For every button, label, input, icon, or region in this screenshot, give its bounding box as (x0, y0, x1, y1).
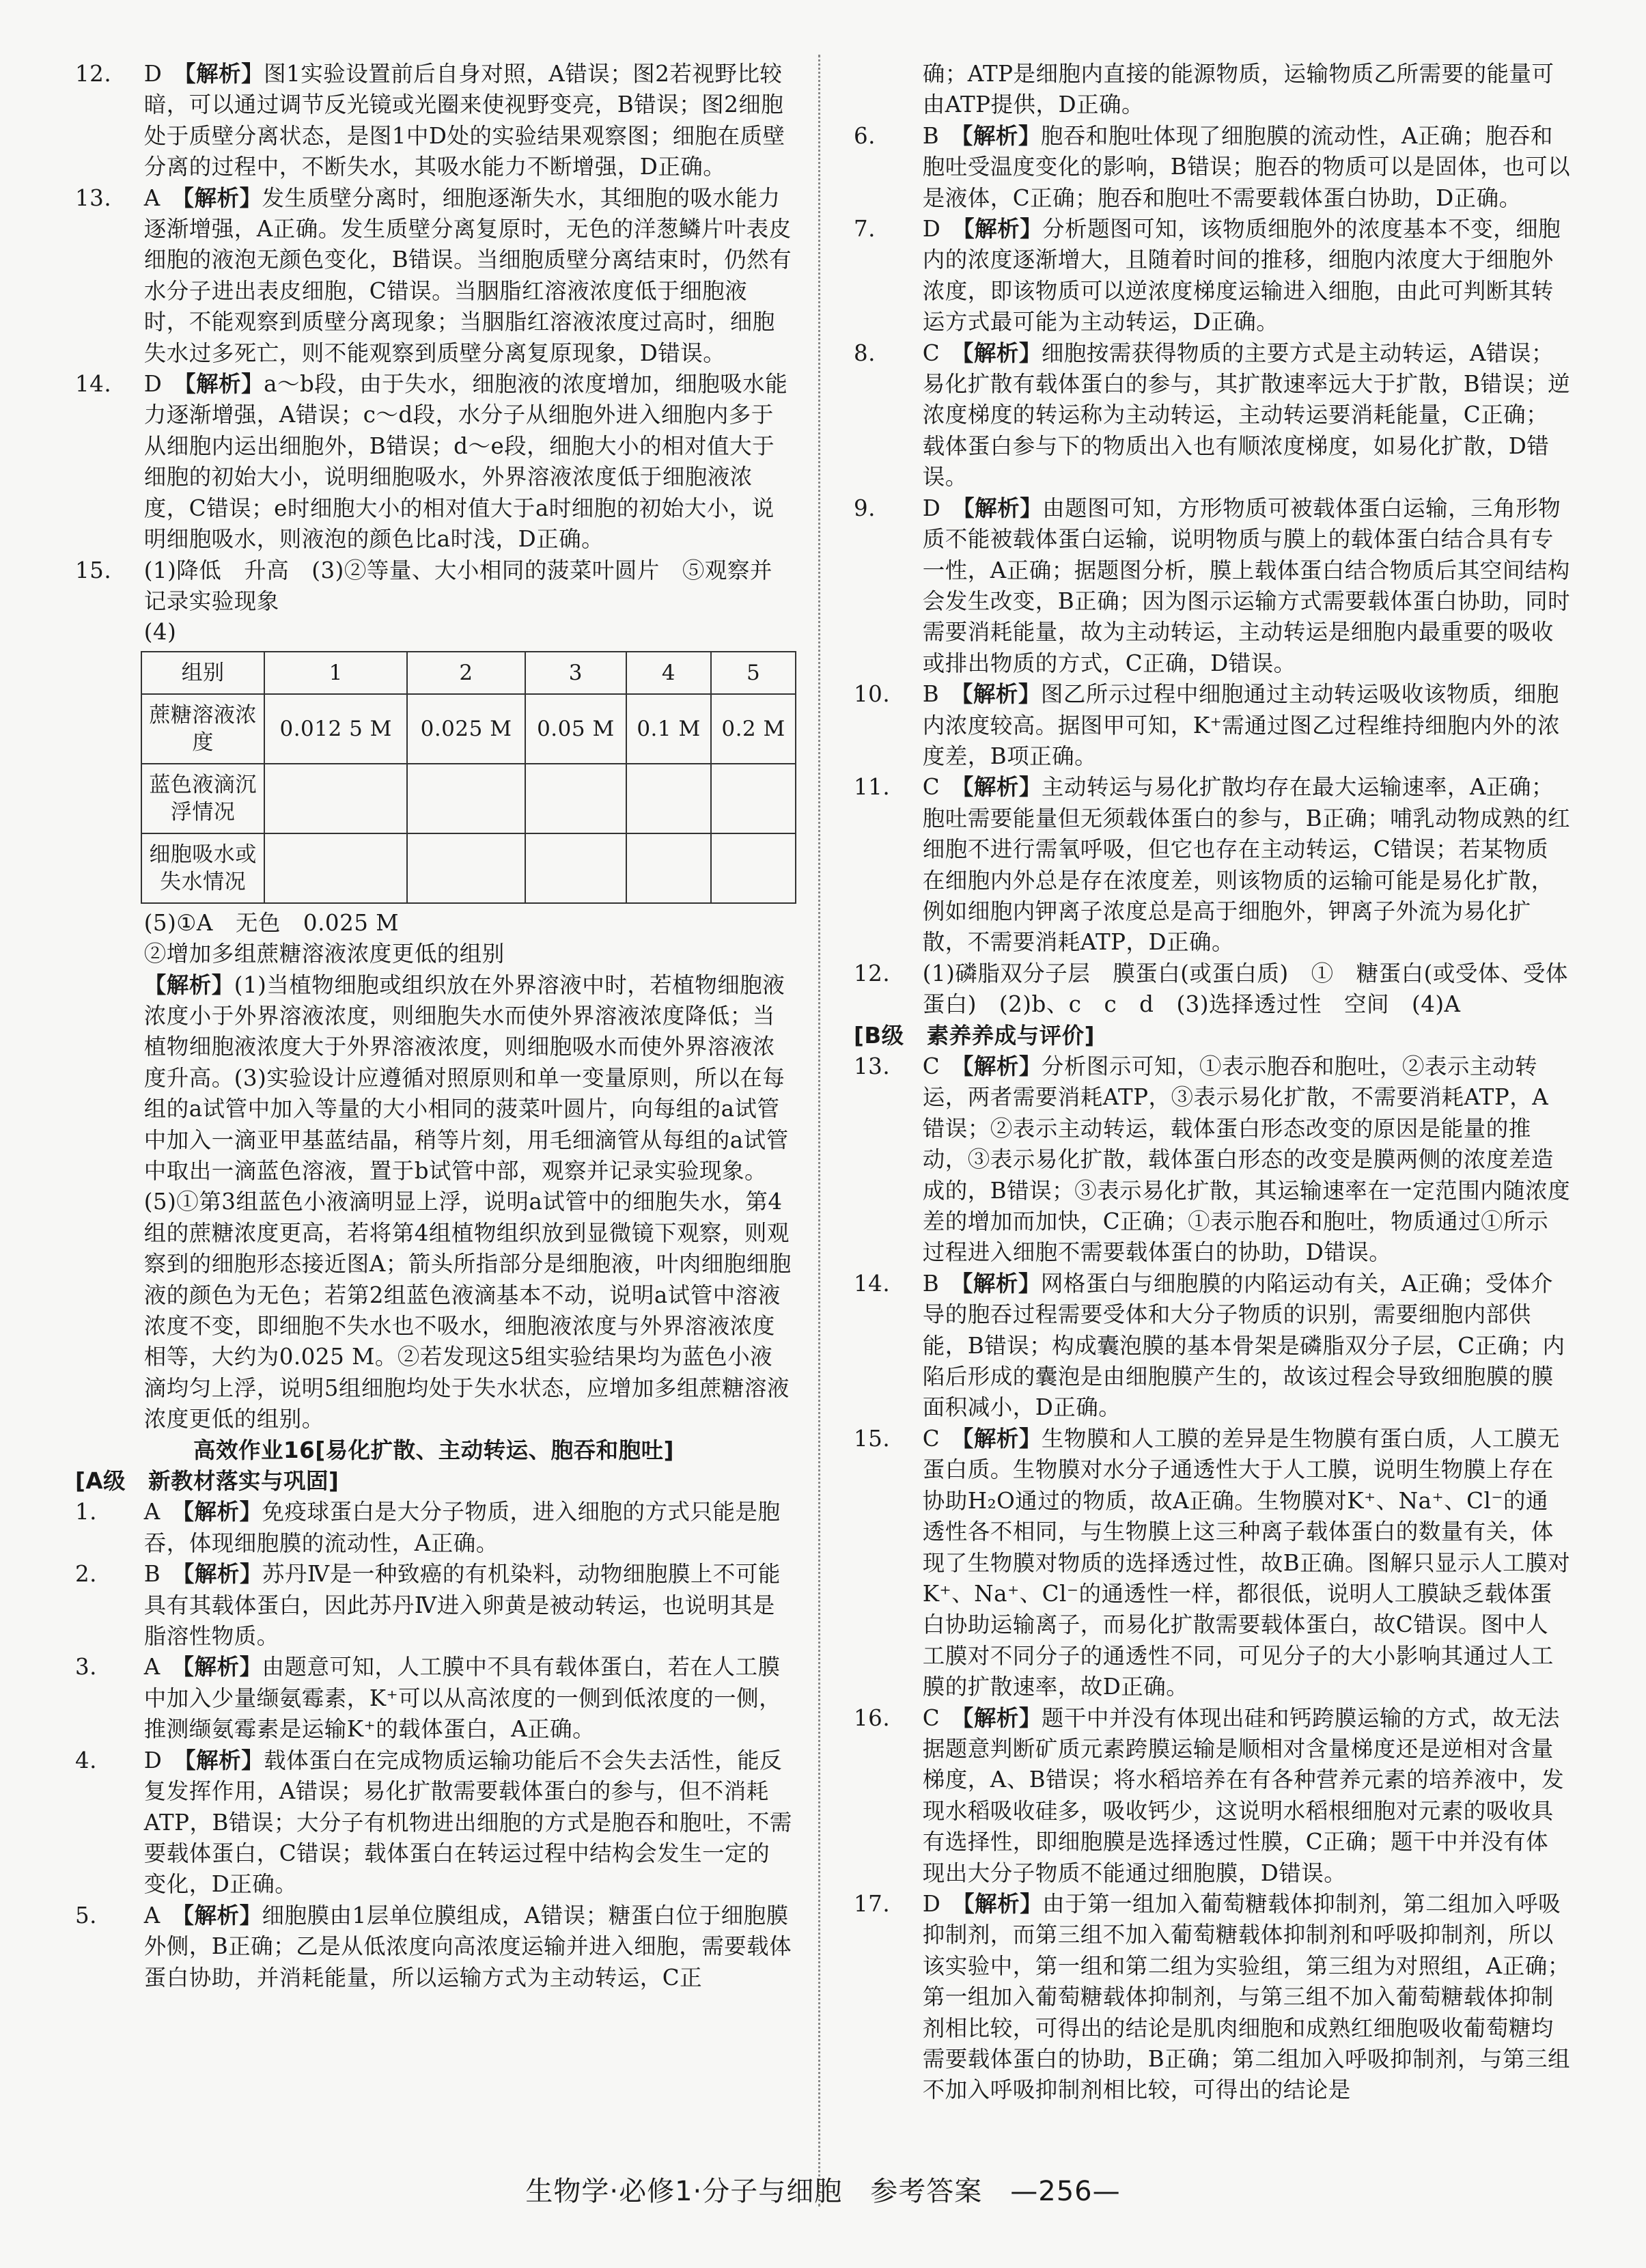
analysis-tag: 【解析】 (182, 1902, 262, 1928)
table-cell: 1 (264, 652, 407, 694)
analysis-text: 生物膜和人工膜的差异是生物膜有蛋白质，人工膜无蛋白质。生物膜对水分子通透性大于人工膜，说明生物膜上存在协助H₂O通过的物质，故A正确。生物膜对K⁺、Na⁺、Cl⁻的通透性各不相同，与生物膜上这三种离子载体蛋白的数量有关，体现了生物膜对物质的选择透过性，故B正确。图解只显示人工膜对K⁺、Na⁺、Cl⁻的通透性一样，都很低，说明人工膜缺乏载体蛋白协助运输离子，而易化扩散需要载体蛋白，故C错误。图中人工膜对不同分子的通透性不同，可见分子的大小影响其通过人工膜的扩散速率，故D正确。 (922, 1425, 1571, 1700)
entry-number: 14. (75, 371, 112, 398)
assignment-heading: 高效作业16[易化扩散、主动转运、胞吞和胞吐] (193, 1437, 674, 1463)
table-cell: 0.05 M (525, 694, 626, 764)
answer-a1 (75, 1497, 792, 1559)
analysis-tag: 【解析】 (184, 61, 264, 87)
entry-number: 17. (854, 1890, 891, 1917)
answer-13 (75, 183, 792, 369)
answer-12-right (854, 958, 1571, 1021)
analysis-tag: 【解析】 (183, 1561, 262, 1588)
answer-15-part5b: ②增加多组蔗糖溶液浓度更低的组别 (143, 941, 505, 967)
analysis-text: 网格蛋白与细胞膜的内陷运动有关，A正确；受体介导的胞吞过程需要受体和大分子物质的识别，需要细胞内部供能，B错误；构成囊泡膜的基本骨架是磷脂双分子层，C正确；内陷后形成的囊泡是由细胞膜产生的，故该过程会导致细胞膜的膜面积减小，D正确。 (922, 1270, 1565, 1421)
entry-number: 1. (75, 1499, 98, 1525)
answer-a5 (75, 1900, 792, 1993)
entry-number: 10. (854, 681, 891, 708)
analysis-text: (1)当植物细胞或组织放在外界溶液中时，若植物细胞液浓度小于外界溶液浓度，则细胞失水而使外界溶液浓度降低；当植物细胞液浓度大于外界溶液浓度，则细胞吸水而使外界溶液浓度升高。(3)实验设计应遵循对照原则和单一变量原则，所以在每组的a试管中加入等量的大小相同的菠菜叶圆片，向每组的a试管中加入一滴亚甲基蓝结晶，稍等片刻，用毛细滴管从每组的a试管中取出一滴蓝色溶液，置于b试管中部，观察并记录实验现象。(5)①第3组蓝色小液滴明显上浮，说明a试管中的细胞失水，第4组的蔗糖浓度更高，若将第4组植物组织放到显微镜下观察，则观察到的细胞形态接近图A；箭头所指部分是细胞液，叶肉细胞细胞液的颜色为无色；若第2组蓝色液滴基本不动，说明a试管中溶液浓度不变，即细胞不失水也不吸水，细胞液浓度与外界溶液浓度相等，大约为0.025 M。②若发现这5组实验结果均为蓝色小液滴均匀上浮，说明5组细胞均处于失水状态，应增加多组蔗糖溶液浓度更低的组别。 (143, 971, 792, 1433)
entry-number: 8. (854, 340, 876, 366)
answer-11 (854, 772, 1571, 958)
analysis-text: 分析题图可知，该物质细胞外的浓度基本不变，细胞内的浓度逐渐增大，且随着时间的推移，细胞内浓度大于细胞外浓度，即该物质可以逆浓度梯度运输进入细胞，由此可判断其转运方式最可能为主动转运，D正确。 (922, 216, 1561, 335)
answer-16-right (854, 1703, 1571, 1889)
entry-number: 7. (854, 216, 876, 243)
analysis-tag: 【解析】 (182, 184, 262, 211)
table-cell: 0.2 M (711, 694, 796, 764)
analysis-text: 由于第一组加入葡萄糖载体抑制剂，第二组加入呼吸抑制剂，而第三组不加入葡萄糖载体抑制剂和呼吸抑制剂，所以该实验中，第一组和第二组为实验组，第三组为对照组，A正确；第一组加入葡萄糖载体抑制剂，与第三组不加入葡萄糖载体抑制剂相比较，可得出的结论是肌肉细胞和成熟红细胞吸收葡萄糖均需要载体蛋白的协助，B正确；第二组加入呼吸抑制剂，与第三组不加入呼吸抑制剂相比较，可得出的结论是 (922, 1890, 1571, 2103)
entry-number: 6. (854, 122, 876, 149)
table-cell: 细胞吸水或失水情况 (141, 833, 264, 903)
analysis-text: 分析图示可知，①表示胞吞和胞吐，②表示主动转运，两者需要消耗ATP，③表示易化扩散，不需要消耗ATP，A错误；②表示主动转运，载体蛋白形态改变的原因是能量的推动，③表示易化扩散，载体蛋白形态的改变是膜两侧的浓度差造成的，B错误；③表示易化扩散，其运输速率在一定范围内随浓度差的增加而加快，C正确；①表示胞吞和胞吐，物质通过①所示过程进入细胞不需要载体蛋白的协助，D错误。 (922, 1053, 1571, 1266)
analysis-tag: 【解析】 (182, 1499, 262, 1525)
analysis-tag: 【解析】 (962, 1425, 1042, 1452)
analysis-text: 细胞膜由1层单位膜组成，A错误；糖蛋白位于细胞膜外侧，B正确；乙是从低浓度向高浓度运输并进入细胞，需要载体蛋白协助，并消耗能量，所以运输方式为主动转运，C正 (143, 1902, 792, 1991)
analysis-text: 题干中并没有体现出硅和钙跨膜运输的方式，故无法据题意判断矿质元素跨膜运输是顺相对含量梯度还是逆相对含量梯度，A、B错误；将水稻培养在有各种营养元素的培养液中，发现水稻吸收硅多，吸收钙少，这说明水稻根细胞对元素的吸收具有选择性，即细胞膜是选择透过性膜，C正确；题干中并没有体现出大分子物质不能通过细胞膜，D错误。 (922, 1704, 1565, 1886)
answer-letter: C (922, 1425, 940, 1452)
page-number: —256— (1010, 2176, 1121, 2207)
entry-number: 15. (854, 1425, 891, 1452)
answer-letter: A (143, 1902, 161, 1928)
table-cell: 0.025 M (407, 694, 525, 764)
page-footer (0, 2170, 1646, 2209)
answer-letter: D (922, 216, 941, 243)
answer-letter: B (143, 1561, 161, 1588)
analysis-tag: 【解析】 (184, 371, 264, 398)
entry-number: 12. (75, 61, 112, 87)
answer-letter: D (922, 495, 941, 521)
analysis-tag: 【解析】 (962, 340, 1042, 366)
answer-letter: C (922, 1053, 940, 1079)
answer-10 (854, 679, 1571, 772)
analysis-tag: 【解析】 (962, 681, 1041, 708)
section-a-heading: [A级 新教材落实与巩固] (75, 1468, 339, 1495)
table-cell (264, 833, 407, 903)
table-cell: 2 (407, 652, 525, 694)
answer-15-analysis (75, 970, 792, 1435)
analysis-text: 主动转运与易化扩散均存在最大运输速率，A正确；胞吐需要能量但无须载体蛋白的参与，B正确；哺乳动物成熟的红细胞不进行需氧呼吸，但它也存在主动转运，C错误；若某物质在细胞内外总是存在浓度差，则该物质的运输可能是易化扩散，例如细胞内钾离子浓度总是高于细胞外，钾离子外流为易化扩散，不需要消耗ATP，D正确。 (922, 774, 1571, 956)
table-header-row (141, 652, 796, 694)
answer-letter: D (143, 371, 163, 398)
answer-6 (854, 121, 1571, 214)
answer-a5-continued: 确；ATP是细胞内直接的能源物质，运输物质乙所需要的能量可由ATP提供，D正确。 (922, 61, 1554, 118)
analysis-tag: 【解析】 (962, 1270, 1041, 1297)
entry-number: 15. (75, 557, 112, 583)
entry-number: 13. (75, 184, 112, 211)
column-divider (818, 55, 820, 2207)
answer-15 (75, 555, 792, 618)
table-cell (407, 833, 525, 903)
answer-letter: A (143, 1499, 161, 1525)
answer-15-right (854, 1424, 1571, 1703)
entry-number: 14. (854, 1270, 891, 1297)
analysis-tag: 【解析】 (963, 1890, 1043, 1917)
answer-15-part1: (1)降低 升高 (3)②等量、大小相同的菠菜叶圆片 ⑤观察并记录实验现象 (143, 557, 772, 614)
answer-letter: B (922, 122, 940, 149)
footer-subject: 生物学·必修1·分子与细胞 (525, 2176, 843, 2207)
table-cell (626, 833, 711, 903)
answer-a2 (75, 1559, 792, 1652)
section-b-heading: [B级 素养养成与评价] (854, 1022, 1095, 1049)
answer-letter: C (922, 340, 940, 366)
entry-number: 11. (854, 774, 891, 801)
analysis-tag: 【解析】 (963, 216, 1043, 243)
entry-number: 4. (75, 1747, 98, 1773)
entry-number: 13. (854, 1053, 891, 1079)
entry-number: 5. (75, 1902, 98, 1928)
footer-label: 参考答案 (870, 2176, 983, 2207)
answer-15-part4-label: (4) (143, 619, 177, 646)
table-cell: 组别 (141, 652, 264, 694)
entry-number: 3. (75, 1654, 98, 1681)
entry-number: 2. (75, 1561, 98, 1588)
analysis-text: 细胞按需获得物质的主要方式是主动转运，A错误；易化扩散有载体蛋白的参与，其扩散速率远大于扩散，B错误；逆浓度梯度的转运称为主动转运，主动转运要消耗能量，C正确；载体蛋白参与下的物质出入也有顺浓度梯度，如易化扩散，D错误。 (922, 340, 1571, 490)
answer-7 (854, 214, 1571, 338)
table-row (141, 764, 796, 833)
answer-letter: D (922, 1890, 941, 1917)
analysis-text: 苏丹Ⅳ是一种致癌的有机染料，动物细胞膜上不可能具有其载体蛋白，因此苏丹Ⅳ进入卵黄是被动转运，也说明其是脂溶性物质。 (143, 1561, 781, 1650)
answer-letter: B (922, 1270, 940, 1297)
answer-text: (1)磷脂双分子层 膜蛋白(或蛋白质) ① 糖蛋白(或受体、受体蛋白) (2)b、c c d (3)选择透过性 空间 (4)A (922, 960, 1568, 1018)
answer-letter: D (143, 61, 163, 87)
table-row (141, 694, 796, 764)
right-column (854, 59, 1571, 2106)
analysis-tag: 【解析】 (962, 1053, 1042, 1079)
table-cell (525, 764, 626, 833)
table-cell: 3 (525, 652, 626, 694)
table-cell (626, 764, 711, 833)
left-column (75, 59, 792, 1993)
table-cell (711, 833, 796, 903)
table-cell: 5 (711, 652, 796, 694)
table-cell: 蔗糖溶液浓度 (141, 694, 264, 764)
table-cell: 0.012 5 M (264, 694, 407, 764)
analysis-tag: 【解析】 (962, 1704, 1042, 1731)
answer-letter: A (143, 1654, 161, 1681)
table-cell: 0.1 M (626, 694, 711, 764)
analysis-tag: 【解析】 (184, 1747, 264, 1773)
table-cell: 4 (626, 652, 711, 694)
answer-letter: A (143, 184, 161, 211)
table-row (141, 833, 796, 903)
analysis-text: 由题图可知，方形物质可被载体蛋白运输，三角形物质不能被载体蛋白运输，说明物质与膜上的载体蛋白结合具有专一性，A正确；据题图分析，膜上载体蛋白结合物质后其空间结构会发生改变，B正确；因为图示运输方式需要载体蛋白协助，同时需要消耗能量，故为主动转运，主动转运是细胞内最重要的吸收或排出物质的方式，C正确，D错误。 (922, 495, 1571, 676)
answer-15-part5: (5)①A 无色 0.025 M (143, 909, 400, 936)
analysis-text: 图1实验设置前后自身对照，A错误；图2若视野比较暗，可以通过调节反光镜或光圈来使视野变亮，B错误；图2细胞处于质壁分离状态，是图1中D处的实验结果观察图；细胞在质壁分离的过程中，不断失水，其吸水能力不断增强，D正确。 (143, 61, 785, 180)
answer-a3 (75, 1652, 792, 1745)
answer-8 (854, 338, 1571, 493)
answer-letter: B (922, 681, 940, 708)
analysis-text: 胞吞和胞吐体现了细胞膜的流动性，A正确；胞吞和胞吐受温度变化的影响，B错误；胞吞的物质可以是固体，也可以是液体，C正确；胞吞和胞吐不需要载体蛋白协助，D正确。 (922, 122, 1571, 211)
answer-letter: D (143, 1747, 163, 1773)
analysis-text: 载体蛋白在完成物质运输功能后不会失去活性，能反复发挥作用，A错误；易化扩散需要载体蛋白的参与，但不消耗ATP，B错误；大分子有机物进出细胞的方式是胞吞和胞吐，不需要载体蛋白，C错误；载体蛋白在转运过程中结构会发生一定的变化，D正确。 (143, 1747, 792, 1898)
answer-14 (75, 369, 792, 555)
answer-a4 (75, 1745, 792, 1900)
experiment-table (141, 651, 796, 904)
analysis-tag: 【解析】 (182, 1654, 262, 1681)
analysis-text: a～b段，由于失水，细胞液的浓度增加，细胞吸水能力逐渐增强，A错误；c～d段，水分子从细胞外进入细胞内多于从细胞内运出细胞外，B错误；d～e段，细胞大小的相对值大于细胞的初始大小，说明细胞吸水，外界溶液浓度低于细胞液浓度，C错误；e时细胞大小的相对值大于a时细胞的初始大小，说明细胞吸水，则液泡的颜色比a时浅，D正确。 (143, 371, 788, 553)
entry-number: 12. (854, 960, 891, 986)
analysis-text: 发生质壁分离时，细胞逐渐失水，其细胞的吸水能力逐渐增强，A正确。发生质壁分离复原时，无色的洋葱鳞片叶表皮细胞的液泡无颜色变化，B错误。当细胞质壁分离结束时，仍然有水分子进出表皮细胞，C错误。当胭脂红溶液浓度低于细胞液时，不能观察到质壁分离现象；当胭脂红溶液浓度过高时，细胞失水过多死亡，则不能观察到质壁分离复原现象，D错误。 (143, 184, 792, 366)
analysis-tag: 【解析】 (962, 774, 1042, 801)
analysis-text: 免疫球蛋白是大分子物质，进入细胞的方式只能是胞吞，体现细胞膜的流动性，A正确。 (143, 1499, 781, 1556)
table-cell (711, 764, 796, 833)
analysis-tag: 【解析】 (962, 122, 1041, 149)
analysis-text: 由题意可知，人工膜中不具有载体蛋白，若在人工膜中加入少量缬氨霉素，K⁺可以从高浓度的一侧到低浓度的一侧，推测缬氨霉素是运输K⁺的载体蛋白，A正确。 (143, 1654, 782, 1743)
analysis-tag: 【解析】 (963, 495, 1043, 521)
answer-12 (75, 59, 792, 183)
answer-letter: C (922, 774, 940, 801)
entry-number: 16. (854, 1704, 891, 1731)
answer-letter: C (922, 1704, 940, 1731)
table-cell (264, 764, 407, 833)
answer-14-right (854, 1269, 1571, 1424)
answer-13-right (854, 1051, 1571, 1269)
table-cell (407, 764, 525, 833)
table-cell (525, 833, 626, 903)
entry-number: 9. (854, 495, 876, 521)
table-cell: 蓝色液滴沉浮情况 (141, 764, 264, 833)
analysis-text: 图乙所示过程中细胞通过主动转运吸收该物质，细胞内浓度较高。据图甲可知，K⁺需通过图乙过程维持细胞内外的浓度差，B项正确。 (922, 681, 1561, 769)
answer-17-right (854, 1889, 1571, 2106)
analysis-tag: 【解析】 (143, 971, 234, 998)
answer-9 (854, 493, 1571, 679)
